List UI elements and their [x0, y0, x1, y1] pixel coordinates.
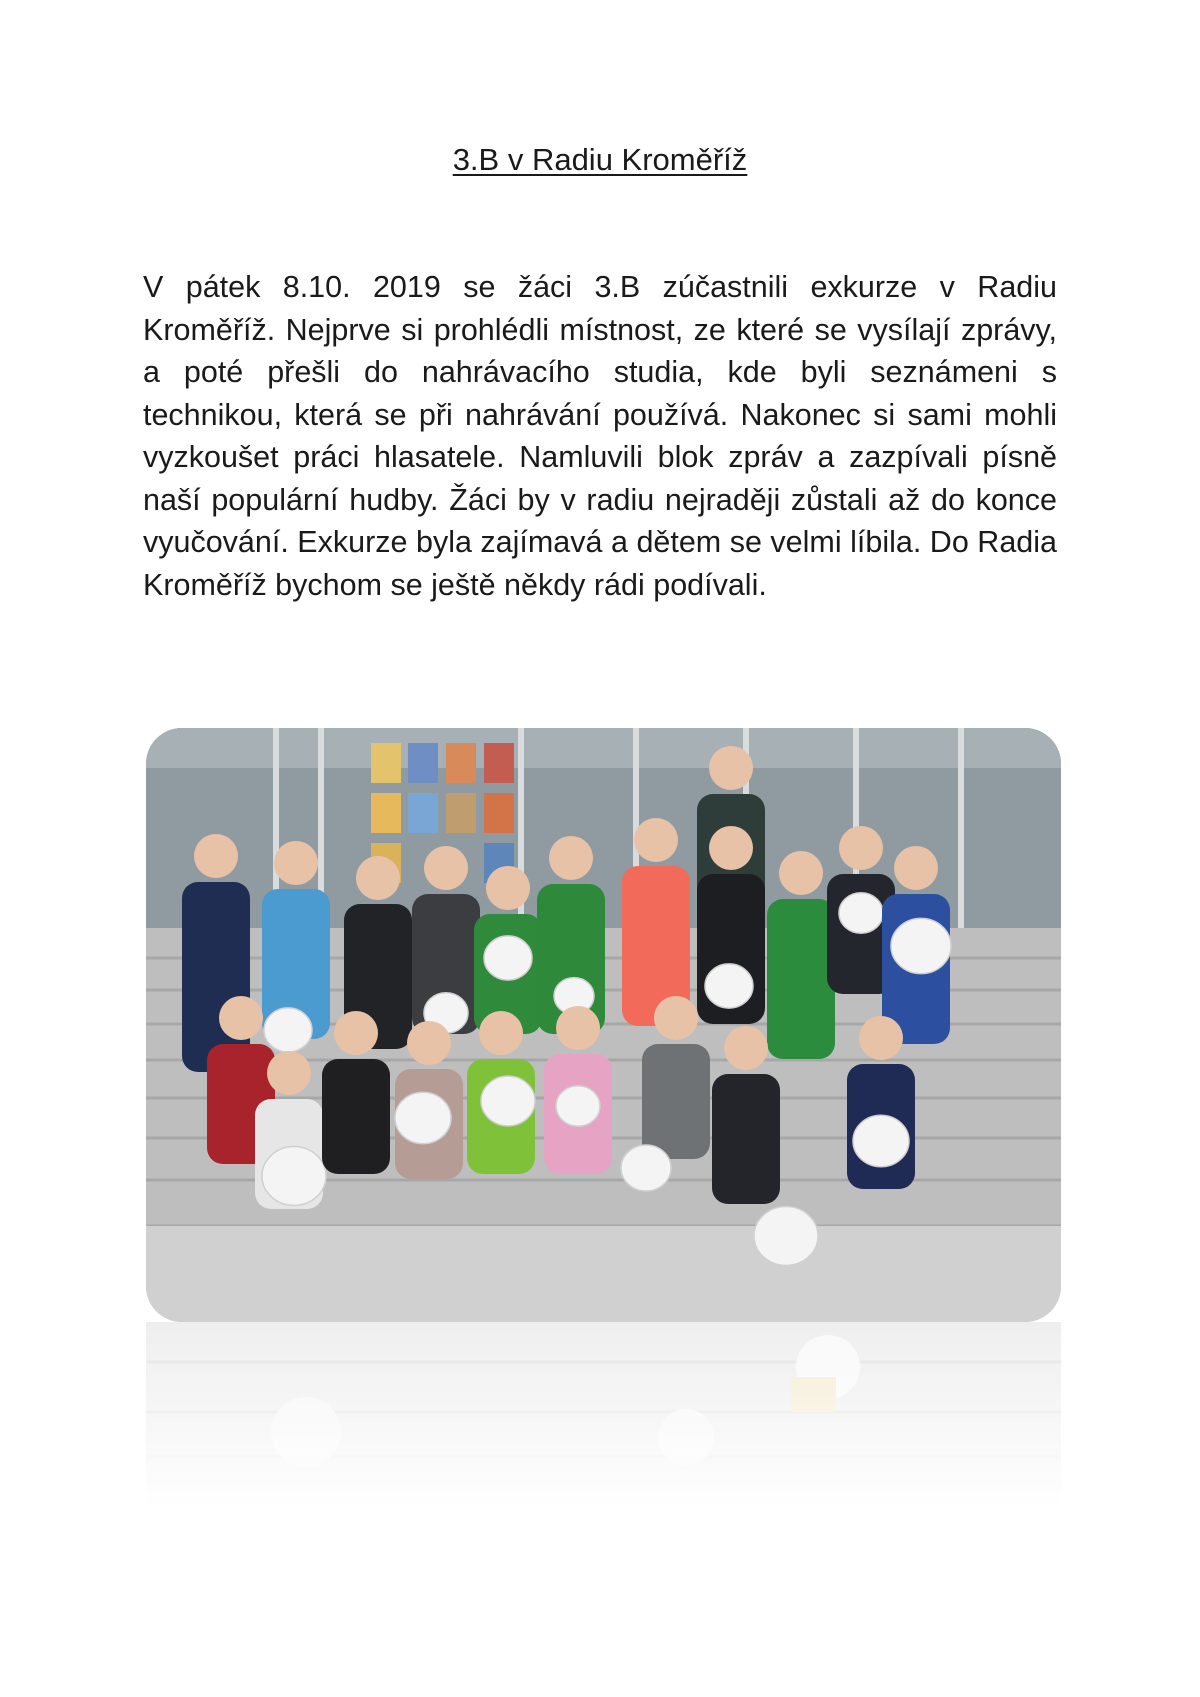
article-paragraph: V pátek 8.10. 2019 se žáci 3.B zúčastnili exkurze v Radiu Kroměříž. Nejprve si prohlédli místnost, ze které se vysílají zprávy, a poté přešli do nahrávacího studia, kde byli seznámeni s technikou, která se při nahrávání používá. Nakonec si sami mohli vyzkoušet práci hlasatele. Namluvili blok zpráv a zazpívali písně naší populární hudby. Žáci by v radiu nejraději zůstali až do konce vyučování. Exkurze byla zajímavá a dětem se velmi líbila. Do Radia Kroměříž bychom se ještě někdy rádi podívali.	[143, 270, 1057, 602]
frisbee	[395, 1092, 451, 1144]
page-title: 3.B v Radiu Kroměříž	[452, 142, 748, 177]
frisbee	[853, 1115, 909, 1167]
frisbee	[481, 1076, 535, 1126]
frisbee	[839, 893, 883, 933]
frisbee	[754, 1207, 818, 1266]
frisbee	[891, 918, 951, 973]
frisbee	[264, 1008, 312, 1052]
frisbee	[705, 964, 753, 1008]
photo-reflection	[146, 1322, 1061, 1512]
frisbee	[556, 1086, 600, 1126]
frisbee	[621, 1145, 671, 1191]
class-group-photo	[146, 728, 1061, 1322]
frisbee	[262, 1147, 326, 1206]
frisbee	[484, 936, 532, 980]
